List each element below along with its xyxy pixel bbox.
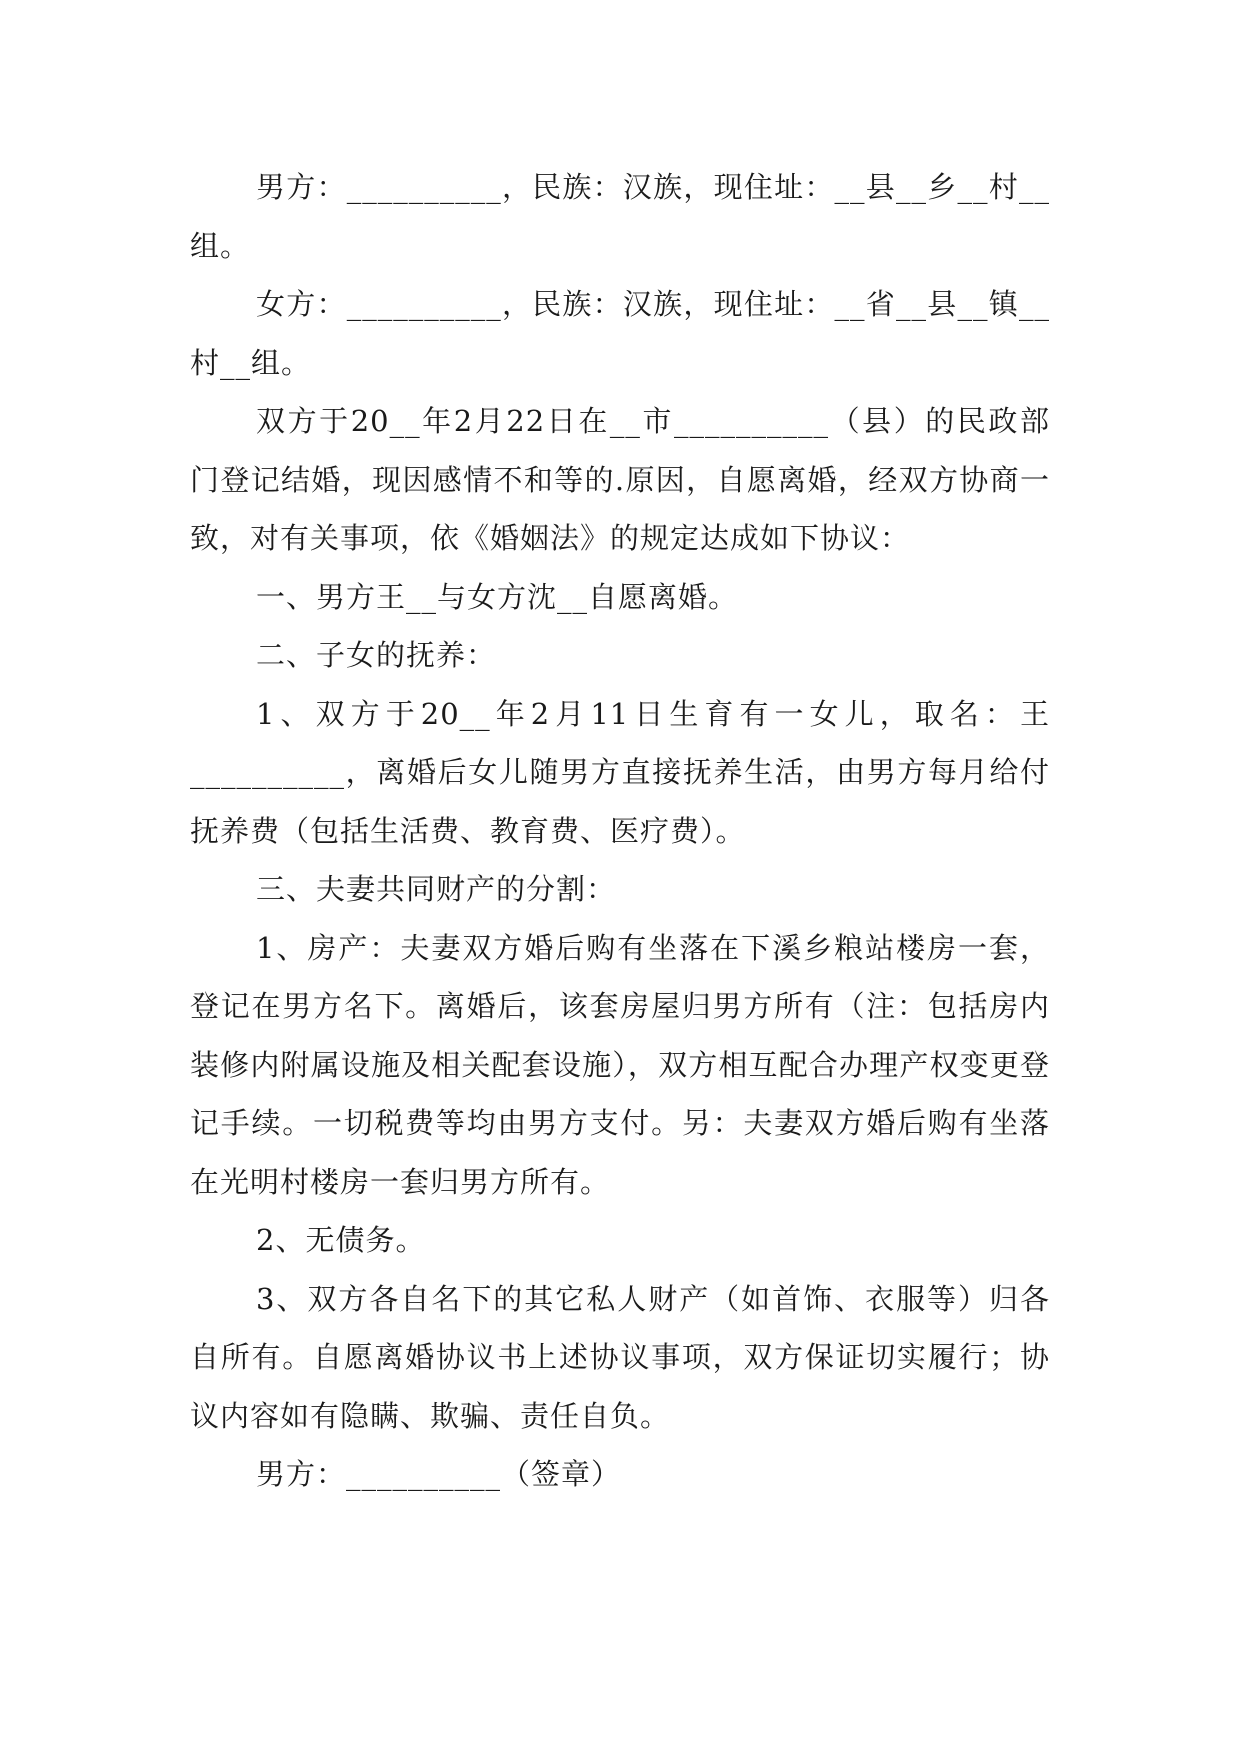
paragraph-private-property: 3、双方各自名下的其它私人财产（如首饰、衣服等）归各自所有。自愿离婚协议书上述协议事项，双方保证切实履行；协议内容如有隐瞒、欺骗、责任自负。 (190, 1281, 1050, 1433)
paragraph-female-party-info: 女方：__________，民族：汉族，现住址：__省__县__镇__村__组。 (190, 287, 1050, 380)
paragraph-heading-child-custody: 二、子女的抚养： (256, 638, 497, 672)
paragraph-no-debt: 2、无债务。 (256, 1223, 426, 1257)
paragraph-male-party-info: 男方：__________，民族：汉族，现住址：__县__乡__村__组。 (190, 170, 1050, 263)
document-body (190, 158, 1050, 1504)
paragraph-clause-divorce: 一、男方王__与女方沈__自愿离婚。 (256, 579, 739, 614)
paragraph-child-custody-detail: 1、双方于20__年2月11日生育有一女儿，取名：王__________，离婚后女儿随男方直接抚养生活，由男方每月给付抚养费（包括生活费、教育费、医疗费）。 (190, 696, 1050, 848)
paragraph-heading-property-division: 三、夫妻共同财产的分割： (256, 872, 617, 906)
paragraph-male-signature: 男方：__________（签章） (256, 1457, 622, 1491)
paragraph-property-house: 1、房产：夫妻双方婚后购有坐落在下溪乡粮站楼房一套，登记在男方名下。离婚后，该套房屋归男方所有（注：包括房内装修内附属设施及相关配套设施），双方相互配合办理产权变更登记手续。一切税费等均由男方支付。另：夫妻双方婚后购有坐落在光明村楼房一套归男方所有。 (190, 930, 1050, 1199)
paragraph-marriage-registration: 双方于20__年2月22日在__市__________（县）的民政部门登记结婚，现因感情不和等的.原因，自愿离婚，经双方协商一致，对有关事项，依《婚姻法》的规定达成如下协议： (190, 404, 1050, 555)
